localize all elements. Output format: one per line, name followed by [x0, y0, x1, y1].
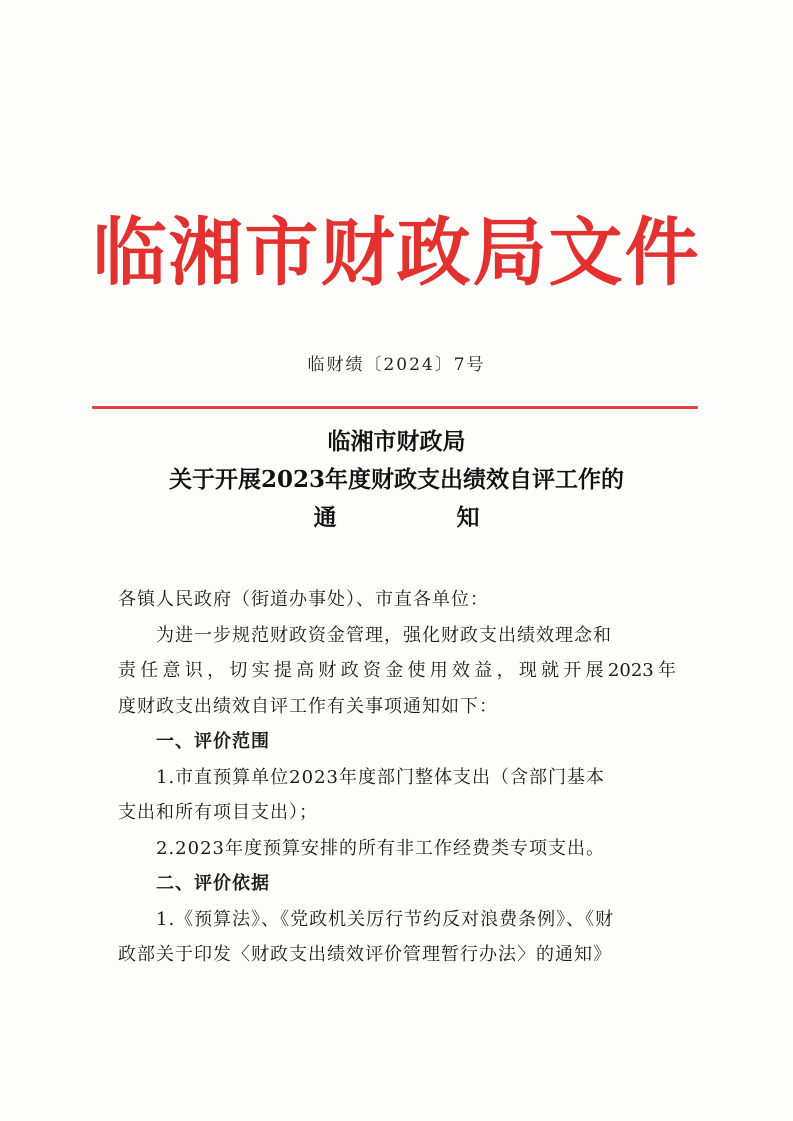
basis-item-1-line-2: 政部关于印发〈财政支出绩效评价管理暂行办法〉的通知》: [118, 944, 612, 965]
salutation: 各镇人民政府（街道办事处）、市直各单位：: [118, 589, 489, 610]
section-heading-basis: 二、评价依据: [156, 873, 270, 894]
title-char-tong: 通: [313, 504, 337, 531]
basis-item-1-line-1: 1.《预算法》、《党政机关厉行节约反对浪费条例》、《财: [156, 908, 615, 930]
title-char-zhi: 知: [456, 504, 480, 531]
intro-line-1: 为进一步规范财政资金管理，强化财政支出绩效理念和: [156, 624, 612, 646]
scope-item-1-line-2: 支出和所有项目支出）；: [118, 802, 318, 823]
title-line-3: [0, 499, 793, 537]
header-divider: [92, 406, 698, 409]
document-header-title: 临湘市财政局文件: [92, 210, 701, 296]
title-line-1: 临湘市财政局: [327, 428, 466, 455]
document-body: [118, 582, 676, 973]
notice-title: [0, 423, 793, 537]
scope-item-2: 2.2023年度预算安排的所有非工作经费类专项支出。: [156, 837, 605, 859]
intro-line-3: 度财政支出绩效自评工作有关事项通知如下：: [118, 695, 498, 717]
title-line-2: 关于开展2023年度财政支出绩效自评工作的: [168, 466, 624, 493]
scope-item-1-line-1: 1.市直预算单位2023年度部门整体支出（含部门基本: [156, 766, 605, 788]
document-number: 临财绩〔2024〕7号: [307, 355, 486, 375]
intro-line-2: 责任意识，切实提高财政资金使用效益，现就开展2023年: [118, 660, 676, 681]
section-heading-scope: 一、评价范围: [156, 731, 270, 752]
